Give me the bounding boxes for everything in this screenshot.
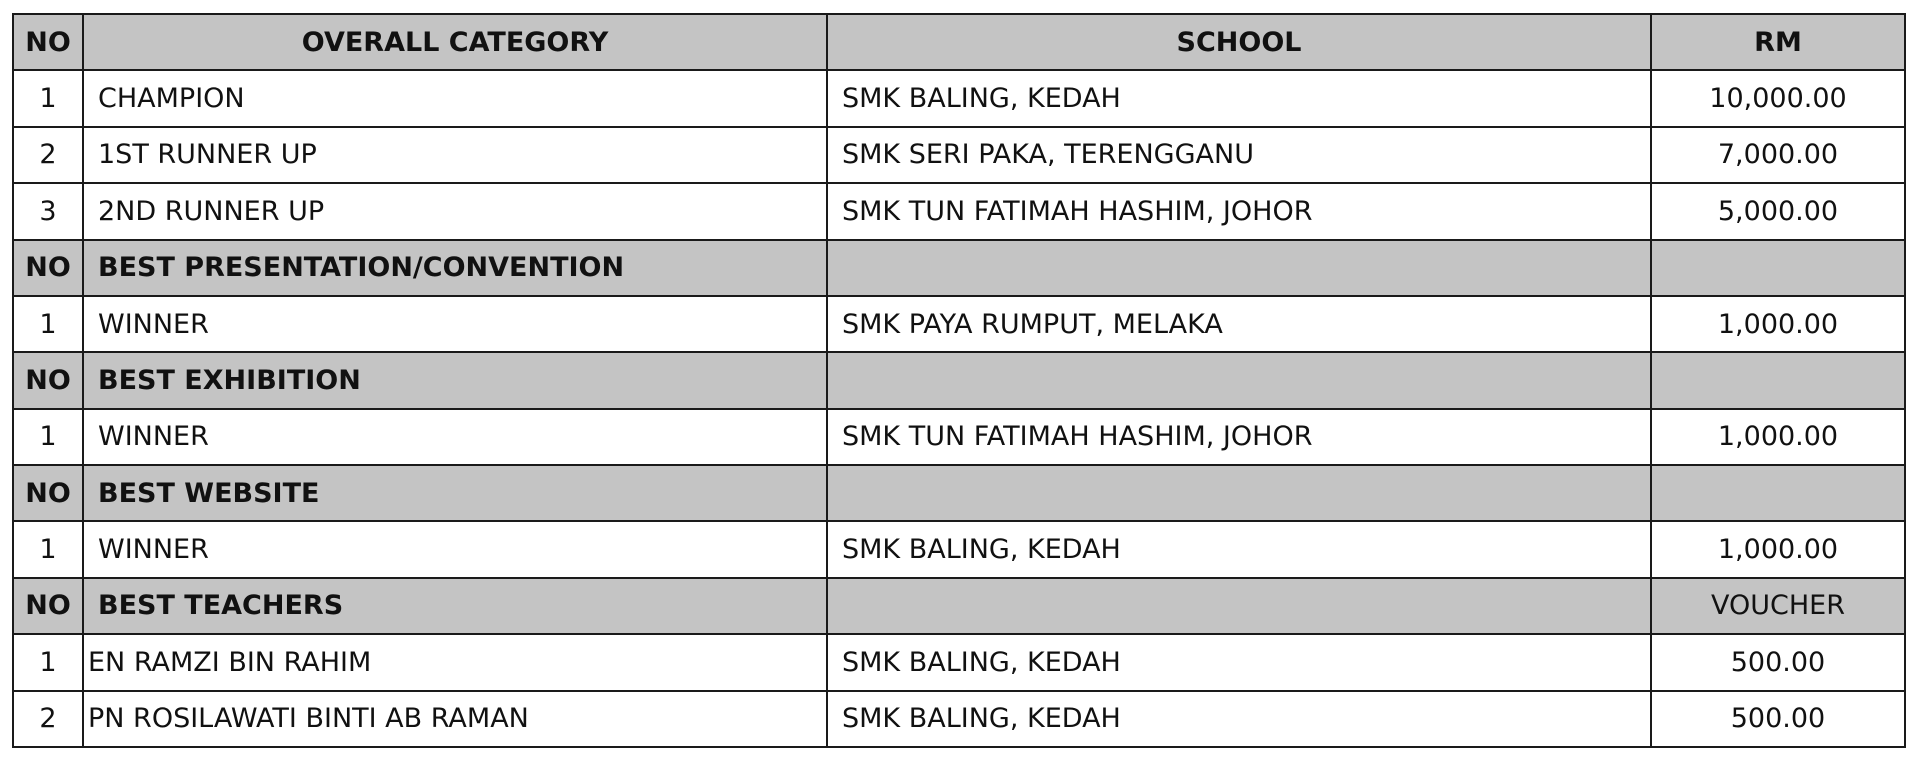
section-header-row	[13, 352, 1905, 408]
section-title-best-presentation: BEST PRESENTATION/CONVENTION	[83, 240, 827, 296]
section-title-best-website: BEST WEBSITE	[83, 465, 827, 521]
section-school	[827, 465, 1651, 521]
section-school	[827, 240, 1651, 296]
section-no: NO	[13, 352, 83, 408]
row-category: 1ST RUNNER UP	[83, 127, 827, 183]
section-rm	[1651, 352, 1905, 408]
row-rm: 7,000.00	[1651, 127, 1905, 183]
row-no: 2	[13, 691, 83, 748]
row-school: SMK TUN FATIMAH HASHIM, JOHOR	[827, 409, 1651, 465]
row-no: 1	[13, 521, 83, 577]
table-row	[13, 183, 1905, 239]
row-no: 1	[13, 70, 83, 126]
row-no: 1	[13, 409, 83, 465]
section-rm	[1651, 240, 1905, 296]
row-category: CHAMPION	[83, 70, 827, 126]
section-header-row	[13, 578, 1905, 634]
section-header-row	[13, 240, 1905, 296]
section-no: NO	[13, 240, 83, 296]
row-category: PN ROSILAWATI BINTI AB RAMAN	[83, 691, 827, 748]
section-rm	[1651, 465, 1905, 521]
row-rm: 5,000.00	[1651, 183, 1905, 239]
row-school: SMK BALING, KEDAH	[827, 70, 1651, 126]
row-category: 2ND RUNNER UP	[83, 183, 827, 239]
table-row	[13, 127, 1905, 183]
row-category: WINNER	[83, 296, 827, 352]
awards-table	[12, 13, 1906, 748]
table-row	[13, 691, 1905, 748]
row-rm: 500.00	[1651, 634, 1905, 690]
row-category: WINNER	[83, 409, 827, 465]
row-no: 1	[13, 296, 83, 352]
table-row	[13, 70, 1905, 126]
section-title-best-exhibition: BEST EXHIBITION	[83, 352, 827, 408]
row-no: 2	[13, 127, 83, 183]
row-rm: 1,000.00	[1651, 521, 1905, 577]
row-school: SMK SERI PAKA, TERENGGANU	[827, 127, 1651, 183]
row-school: SMK BALING, KEDAH	[827, 521, 1651, 577]
table-header-row	[13, 14, 1905, 70]
row-no: 1	[13, 634, 83, 690]
row-category: EN RAMZI BIN RAHIM	[83, 634, 827, 690]
header-rm: RM	[1651, 14, 1905, 70]
table-row	[13, 521, 1905, 577]
row-no: 3	[13, 183, 83, 239]
header-overall-category: OVERALL CATEGORY	[83, 14, 827, 70]
row-school: SMK BALING, KEDAH	[827, 634, 1651, 690]
row-school: SMK BALING, KEDAH	[827, 691, 1651, 748]
table-row	[13, 296, 1905, 352]
table-row	[13, 409, 1905, 465]
row-rm: 1,000.00	[1651, 409, 1905, 465]
section-header-row	[13, 465, 1905, 521]
table-row	[13, 634, 1905, 690]
section-title-best-teachers: BEST TEACHERS	[83, 578, 827, 634]
row-category: WINNER	[83, 521, 827, 577]
row-rm: 500.00	[1651, 691, 1905, 748]
header-no: NO	[13, 14, 83, 70]
section-no: NO	[13, 465, 83, 521]
row-school: SMK PAYA RUMPUT, MELAKA	[827, 296, 1651, 352]
row-rm: 1,000.00	[1651, 296, 1905, 352]
header-school: SCHOOL	[827, 14, 1651, 70]
section-school	[827, 352, 1651, 408]
row-rm: 10,000.00	[1651, 70, 1905, 126]
section-rm-voucher: VOUCHER	[1651, 578, 1905, 634]
row-school: SMK TUN FATIMAH HASHIM, JOHOR	[827, 183, 1651, 239]
section-school	[827, 578, 1651, 634]
section-no: NO	[13, 578, 83, 634]
